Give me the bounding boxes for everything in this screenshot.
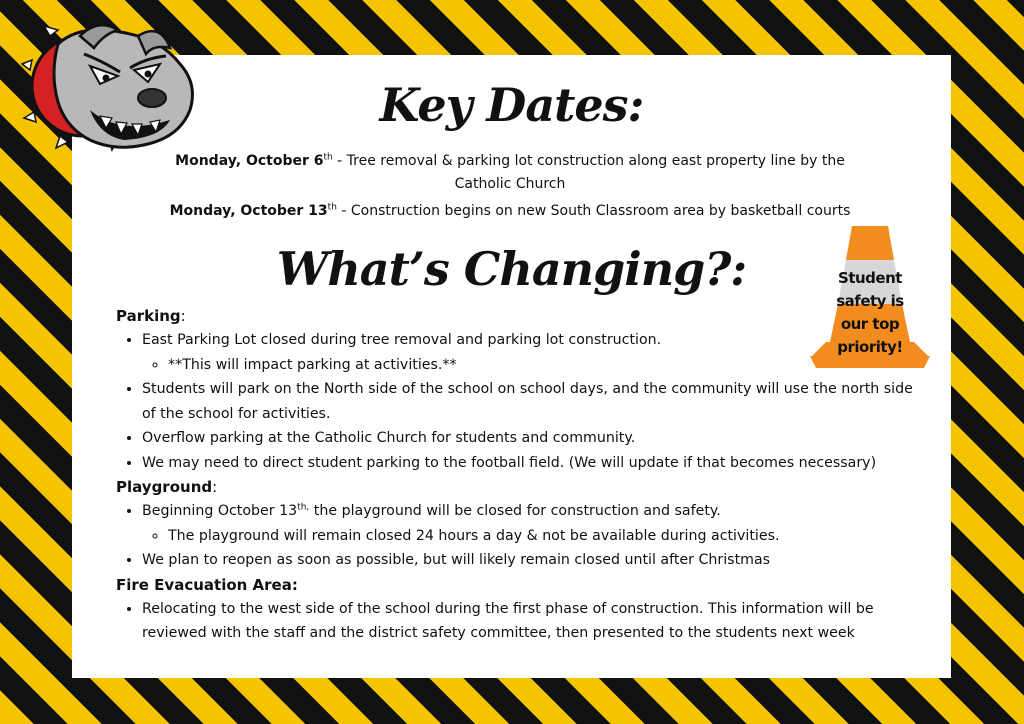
playground-heading: Playground bbox=[116, 478, 213, 496]
parking-section-heading bbox=[116, 304, 916, 328]
list-item: • Relocating to the west side of the school during the first phase of construction. This information will be reviewed with the staff and the district safety committee, then presented to the students next week bbox=[142, 597, 916, 646]
parking-heading-colon: : bbox=[180, 307, 186, 325]
fire-heading: Fire Evacuation Area: bbox=[116, 575, 298, 594]
list-item bbox=[142, 328, 916, 377]
cone-line: Student bbox=[838, 269, 902, 287]
key-date-text: - Construction begins on new South Classroom area by basketball courts bbox=[336, 203, 851, 219]
list-item: ◦ **This will impact parking at activities.** bbox=[168, 353, 916, 378]
key-date-suffix: th bbox=[323, 152, 333, 163]
list-item-text: Beginning October 13 bbox=[142, 503, 298, 519]
cone-line: safety is bbox=[836, 292, 904, 310]
key-date-item bbox=[150, 200, 870, 223]
cone-line: priority! bbox=[837, 338, 903, 356]
fire-list bbox=[116, 597, 916, 646]
cone-line: our top bbox=[840, 315, 900, 333]
playground-section-heading bbox=[116, 475, 916, 499]
list-item bbox=[142, 499, 916, 548]
list-item: • Students will park on the North side of the school on school days, and the community will use the north side of the school for activities. bbox=[142, 377, 916, 426]
list-item: • Overflow parking at the Catholic Church for students and community. bbox=[142, 426, 916, 451]
playground-sublist bbox=[142, 524, 916, 549]
playground-heading-colon: : bbox=[212, 478, 218, 496]
whats-changing-title: What’s Changing?: bbox=[276, 242, 747, 296]
key-date-label: Monday, October 13 bbox=[169, 203, 328, 219]
list-item: ◦ The playground will remain closed 24 hours a day & not be available during activities. bbox=[168, 524, 916, 549]
date-suffix: th, bbox=[297, 502, 310, 513]
key-date-label: Monday, October 6 bbox=[175, 153, 324, 169]
changes-content bbox=[116, 304, 916, 646]
key-date-suffix: th bbox=[327, 202, 337, 213]
key-dates-list bbox=[150, 150, 870, 227]
key-dates-title: Key Dates: bbox=[379, 78, 644, 132]
list-item: • We plan to reopen as soon as possible, but will likely remain closed until after Christmas bbox=[142, 548, 916, 573]
parking-list bbox=[116, 328, 916, 475]
key-date-item bbox=[150, 150, 870, 196]
playground-list bbox=[116, 499, 916, 573]
fire-section-heading bbox=[116, 573, 916, 597]
parking-sublist bbox=[142, 353, 916, 378]
list-item-text: East Parking Lot closed during tree removal and parking lot construction. bbox=[142, 332, 662, 348]
key-date-text: - Tree removal & parking lot construction along east property line by the Catholic Church bbox=[332, 153, 845, 192]
list-item-text: the playground will be closed for construction and safety. bbox=[309, 503, 721, 519]
parking-heading: Parking bbox=[116, 307, 181, 325]
list-item: • We may need to direct student parking to the football field. (We will update if that becomes necessary) bbox=[142, 451, 916, 476]
